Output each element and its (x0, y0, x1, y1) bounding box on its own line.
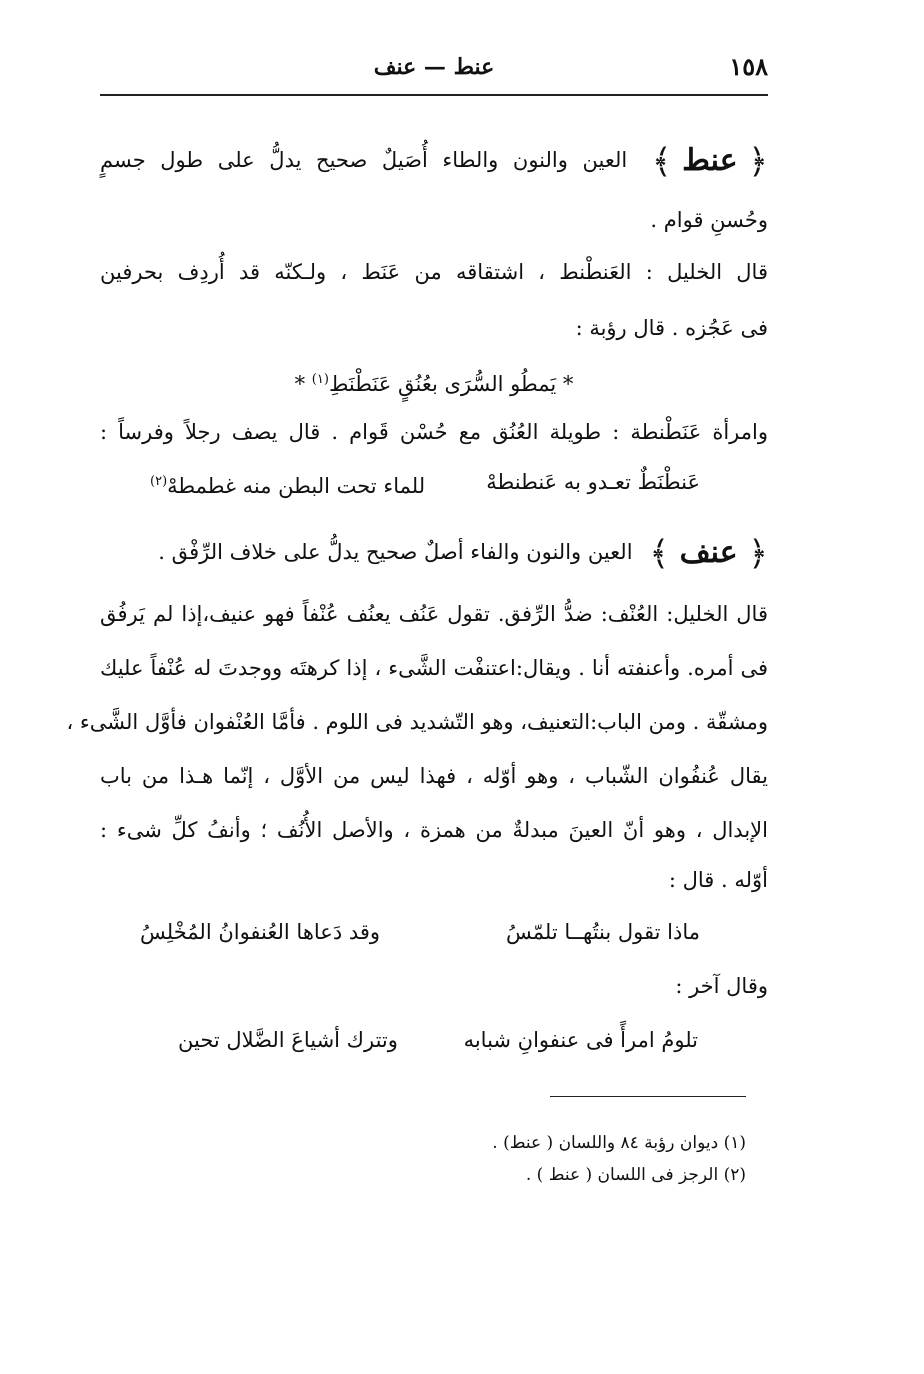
entry-1-verse-2-hemistich-1: عَنطْنَطٌ تعـدو به عَنطنطهْ (486, 470, 700, 494)
entry-2-line-5: يقال عُنفُوان الشّباب ، وهو أوّله ، فهذا ليس من الأوَّل ، إنّما هـذا من باب (100, 764, 768, 788)
entry-2-line-2: قال الخليل: العُنْف: ضدُّ الرِّفق. تقول عَنُف يعنُف عُنْفاً فهو عنيف،إذا لم يَرفُق (100, 602, 768, 626)
header-title: عنط — عنف (373, 54, 495, 80)
footnote-1: (١) ديوان رؤبة ٨٤ واللسان ( عنط) . (492, 1133, 746, 1153)
entry-2-line-8: وقال آخر : (675, 974, 768, 998)
footnote-2: (٢) الرجز فى اللسان ( عنط ) . (525, 1165, 746, 1185)
entry-1-text-1: العين والنون والطاء أُصَيلٌ صحيح يدلُّ على طول جسمٍ (100, 148, 628, 172)
ornament-bracket-open-icon: ﴿ (748, 534, 768, 574)
running-head (100, 52, 768, 92)
footnote-ref-1: (١) (311, 372, 329, 387)
entry-2-headword: عنف (679, 535, 738, 570)
entry-2-line-1 (100, 532, 768, 574)
entry-2-verse-1-hemistich-2: وقد دَعاها العُنفوانُ المُخْلِسُ (140, 920, 381, 944)
entry-2-headword-box (649, 533, 768, 574)
entry-1-line-3: قال الخليل : العَنطْنط ، اشتقاقه من عَنَط ، ولـكنّه قد أُردِف بحرفين (100, 260, 768, 284)
entry-1-line-5: وامرأة عَنَطْنطة : طويلة العُنُق مع حُسْن قَوام . قال يصف رجلاً وفرساً : (100, 420, 768, 444)
entry-1-verse-2-hemistich-2-wrap (150, 462, 425, 506)
footnote-ref-2: (٢) (150, 474, 168, 489)
ornament-bracket-close-icon: ﴾ (649, 534, 670, 574)
entry-1-verse-2-hemistich-2: للماء تحت البطن منه غطمطهْ (167, 474, 426, 498)
entry-2-verse-1-hemistich-1: ماذا تقول بنتُهــا تلمّسُ (505, 920, 700, 944)
page-number: ١٥٨ (729, 52, 768, 81)
entry-1-verse-1-end: * (294, 372, 306, 396)
entry-2-verse-2-hemistich-2: وتترك أشياعَ الضَّلال تحين (178, 1028, 398, 1052)
entry-2-line-3: فى أمره. وأعنفته أنا . ويقال:اعتنفْت الشَّىء ، إذا كرهتَه ووجدتَ له عُنْفاً عليك (100, 656, 768, 680)
ornament-bracket-close-icon: ﴾ (651, 142, 672, 182)
entry-1-verse-1 (100, 360, 768, 404)
entry-1-verse-1-text: * يَمطُو السُّرَى بعُنُقٍ عَنَطْنَطِ (328, 372, 574, 396)
footnote-rule (550, 1096, 746, 1097)
ornament-bracket-open-icon: ﴿ (748, 142, 768, 182)
header-rule (100, 94, 768, 96)
entry-1-headword: عنط (682, 143, 738, 178)
entry-1-headword-box (652, 141, 768, 182)
entry-2-line-4: ومشقّة . ومن الباب:التعنيف، وهو التّشديد فى اللوم . فأمَّا العُنْفوان فأوَّل الشَّىء ، (66, 710, 768, 734)
entry-2-line-6: الإبدال ، وهو أنّ العينَ مبدلةٌ من همزة ، والأصل الأُنُف ؛ وأنفُ كلِّ شىء : (100, 818, 768, 842)
entry-1-line-2: وحُسنِ قوام . (650, 208, 768, 232)
entry-1-line-4: فى عَجُزه . قال رؤبة : (575, 316, 768, 340)
entry-2-text-1: العين والنون والفاء أصلٌ صحيح يدلُّ على خلاف الرِّفْق . (158, 540, 633, 564)
entry-2-verse-2-hemistich-1: تلومُ امرأً فى عنفوانِ شبابه (463, 1028, 698, 1052)
entry-2-line-7: أوّله . قال : (668, 868, 768, 892)
entry-1-line-1 (100, 140, 768, 182)
